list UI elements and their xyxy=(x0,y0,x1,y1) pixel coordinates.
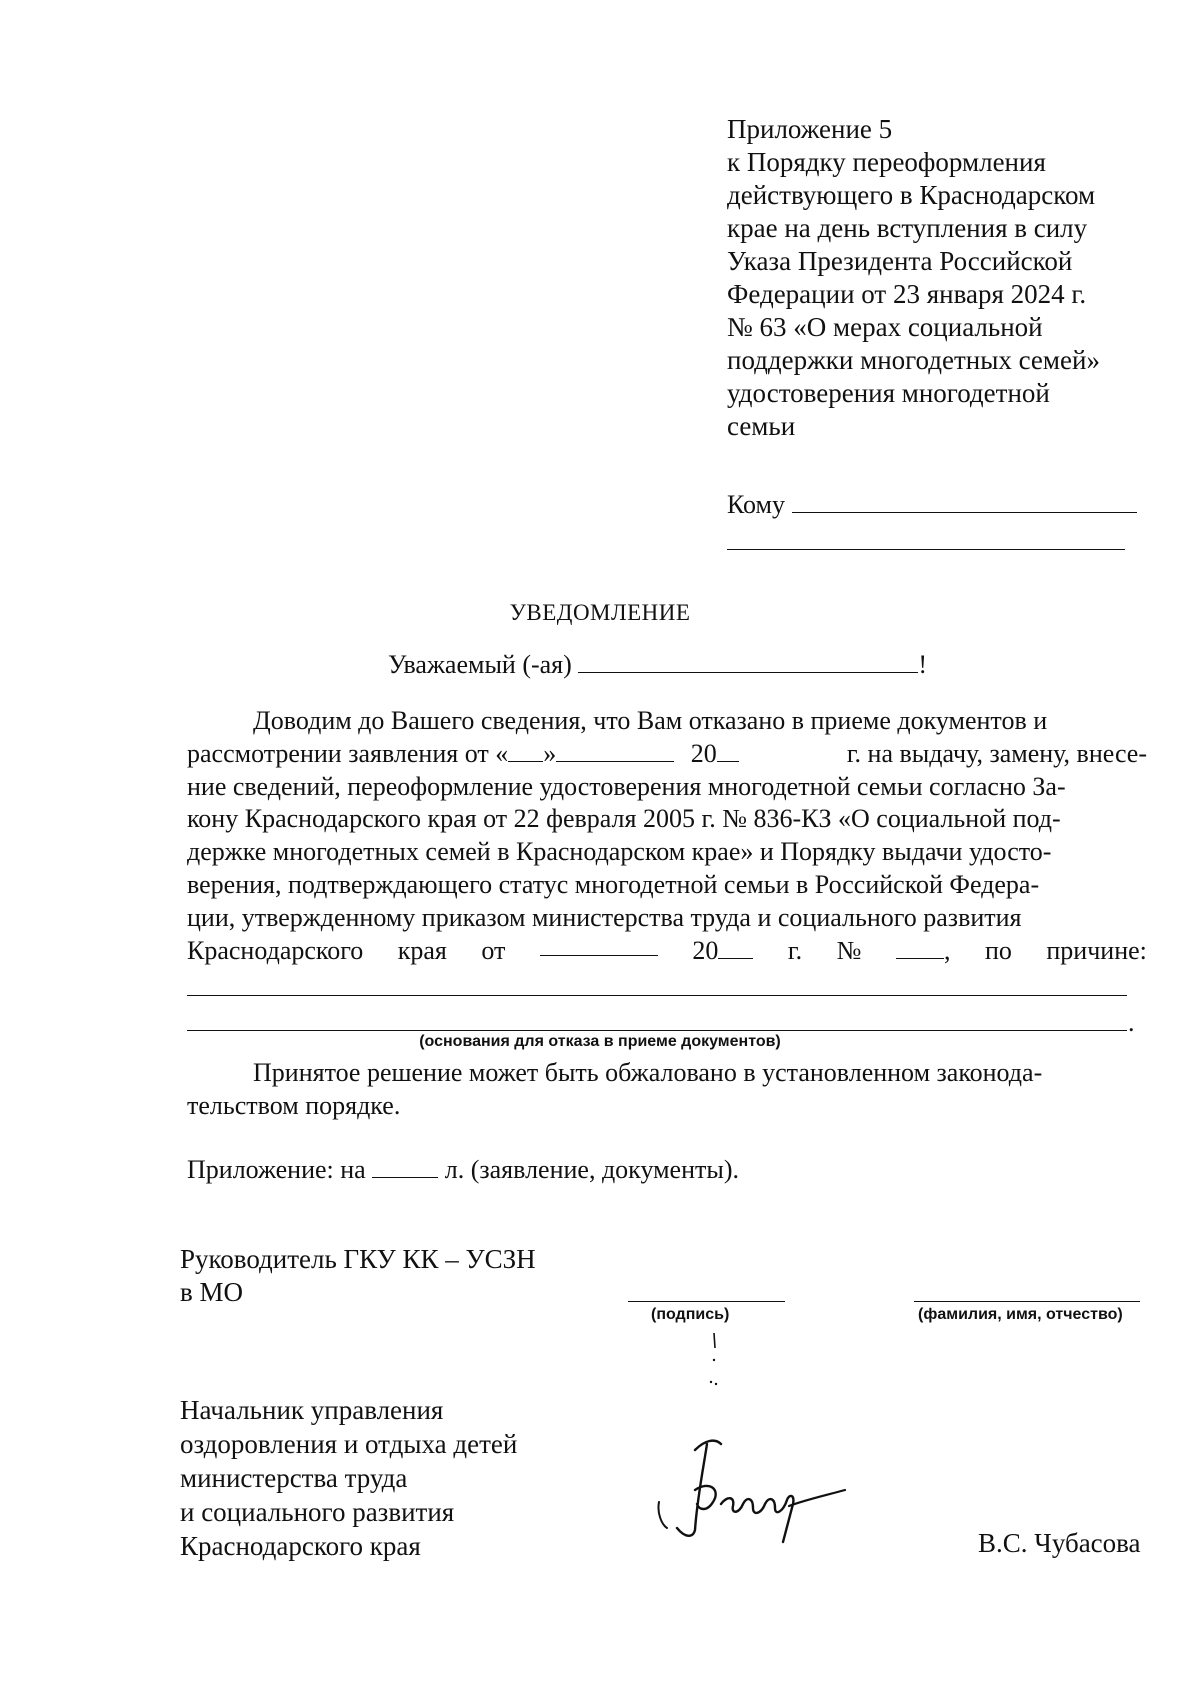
order-number-field[interactable] xyxy=(896,938,944,959)
uszn-head-line: Руководитель ГКУ КК – УСЗН xyxy=(180,1244,536,1274)
refusal-reason-caption: (основания для отказа в приеме документов) xyxy=(419,1033,781,1050)
appendix-line: Приложение 5 xyxy=(727,114,893,144)
body-word: от xyxy=(481,935,506,965)
date-day-field[interactable] xyxy=(508,741,543,762)
addressee-field[interactable] xyxy=(578,652,918,673)
ministry-head-line: министерства труда xyxy=(180,1463,408,1493)
recipient-line xyxy=(727,490,1137,520)
order-year xyxy=(692,935,753,968)
appendix-line: Указа Президента Российской xyxy=(727,246,1073,276)
appeal-line: тельством порядке. xyxy=(187,1091,401,1120)
appeal-paragraph xyxy=(187,1056,1147,1122)
signature-field[interactable] xyxy=(628,1301,785,1302)
body-word: причине: xyxy=(1046,935,1147,965)
attachment-prefix: Приложение: на xyxy=(187,1155,366,1184)
uszn-head-title xyxy=(180,1243,536,1309)
appendix-line: № 63 «О мерах социальной xyxy=(727,312,1043,342)
body-line-text: Доводим до Вашего сведения, что Вам отказано в приеме документов и xyxy=(253,706,1048,735)
application-date-phrase xyxy=(187,738,739,771)
body-text-fragment: рассмотрении заявления от « xyxy=(187,738,509,768)
handwritten-signature xyxy=(655,1430,875,1550)
salutation-suffix: ! xyxy=(918,650,927,679)
ministry-head-title xyxy=(180,1393,517,1563)
appendix-line: крае на день вступления в силу xyxy=(727,213,1088,243)
uszn-head-line: в МО xyxy=(180,1277,244,1307)
body-line xyxy=(187,902,1147,935)
order-year-field[interactable] xyxy=(718,938,753,959)
body-word: Краснодарского xyxy=(187,935,364,965)
reason-end-dot: . xyxy=(1128,1008,1135,1037)
body-line-text: ние сведений, переоформление удостоверения многодетной семьи согласно За- xyxy=(187,771,1066,801)
body-line xyxy=(187,836,1147,869)
full-name-field[interactable] xyxy=(914,1301,1140,1302)
appendix-block xyxy=(727,113,1147,443)
body-word: края xyxy=(397,935,447,965)
full-name-caption: (фамилия, имя, отчество) xyxy=(918,1306,1123,1323)
appendix-line: действующего в Краснодарском xyxy=(727,180,1096,210)
appeal-line-text: Принятое решение может быть обжаловано в установленном законода- xyxy=(253,1058,1043,1087)
recipient-label: Кому xyxy=(727,490,786,519)
date-month-field[interactable] xyxy=(556,741,674,762)
appendix-line: поддержки многодетных семей» xyxy=(727,345,1100,375)
salutation-prefix: Уважаемый (-ая) xyxy=(388,650,572,679)
body-line-text: кону Краснодарского края от 22 февраля 2005 г. № 836-КЗ «О социальной под- xyxy=(187,804,1061,834)
signature-caption: (подпись) xyxy=(651,1306,730,1323)
salutation-line xyxy=(388,650,927,680)
body-line xyxy=(187,771,1147,804)
body-line xyxy=(187,705,1147,738)
appeal-line xyxy=(187,1056,1147,1089)
body-line-text: ции, утвержденному приказом министерства труда и социального развития xyxy=(187,902,1022,932)
reason-field-line1[interactable] xyxy=(187,995,1127,996)
appendix-line: Федерации от 23 января 2024 г. xyxy=(727,279,1087,309)
scan-speck-mark xyxy=(670,1330,730,1390)
order-number xyxy=(896,935,951,968)
body-line xyxy=(187,803,1147,836)
body-word: № xyxy=(836,935,862,965)
order-date-field[interactable] xyxy=(540,935,658,956)
body-line-text: верения, подтверждающего статус многодетной семьи в Российской Федера- xyxy=(187,869,1040,899)
signer-name: В.С. Чубасова xyxy=(978,1528,1141,1558)
body-word: 20 xyxy=(692,935,719,965)
body-text-fragment: » xyxy=(543,738,557,768)
body-word: г. xyxy=(787,935,803,965)
body-text-fragment: 20 xyxy=(690,738,717,768)
recipient-field[interactable] xyxy=(792,492,1137,513)
appendix-line: удостоверения многодетной xyxy=(727,378,1050,408)
reason-field-line2[interactable] xyxy=(187,1030,1127,1031)
document-title: УВЕДОМЛЕНИЕ xyxy=(509,600,691,625)
body-line xyxy=(187,738,1147,771)
attachment-pages-field[interactable] xyxy=(372,1157,438,1178)
ministry-head-line: Начальник управления xyxy=(180,1395,444,1425)
appendix-line: семьи xyxy=(727,411,796,441)
date-year-field[interactable] xyxy=(717,741,739,762)
appendix-line: к Порядку переоформления xyxy=(727,147,1046,177)
body-line-text: держке многодетных семей в Краснодарском крае» и Порядку выдачи удосто- xyxy=(187,837,1052,867)
ministry-head-line: оздоровления и отдыха детей xyxy=(180,1429,518,1459)
body-line xyxy=(187,935,1147,968)
attachment-line xyxy=(187,1155,739,1185)
body-word: , xyxy=(943,935,951,965)
ministry-head-line: Краснодарского края xyxy=(180,1531,421,1561)
ministry-head-line: и социального развития xyxy=(180,1497,455,1527)
body-line-text: г. на выдачу, замену, внесе- xyxy=(846,738,1147,768)
recipient-field-line2[interactable] xyxy=(727,549,1125,550)
attachment-suffix: л. (заявление, документы). xyxy=(444,1155,739,1184)
body-word: по xyxy=(984,935,1012,965)
notice-body xyxy=(187,705,1147,967)
body-line xyxy=(187,869,1147,902)
